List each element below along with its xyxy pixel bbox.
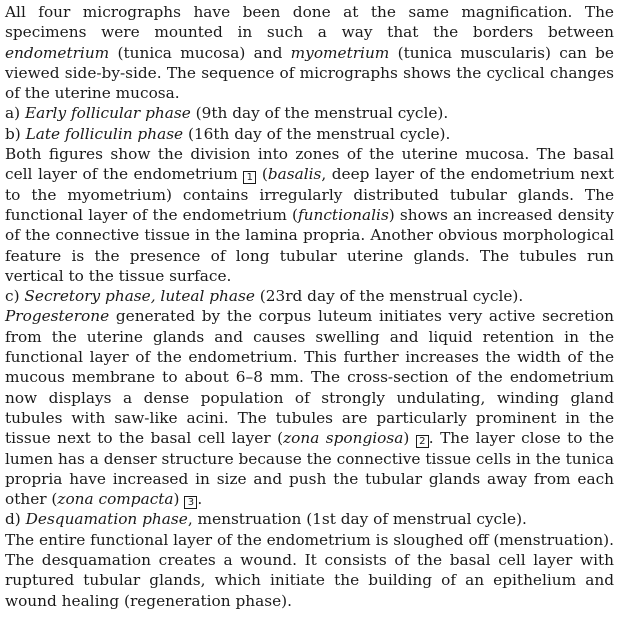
item-label: a) (5, 104, 25, 123)
phase-title: Secretory phase, luteal phase (24, 287, 255, 306)
item-b-heading (5, 124, 614, 144)
body-text: Both figures show the division into zones of the uterine mucosa. The basal cell layer of the endometrium (5, 145, 614, 184)
body-text: The entire functional layer of the endometrium is sloughed off (menstruation). The desquamation creates a wound. It consists of the basal cell layer with ruptured tubular glands, which initiate the building of an epithelium and wound healing (regeneration phase). (5, 530, 614, 610)
body-text: . (197, 490, 203, 509)
term-zona-compacta: zona compacta (57, 490, 174, 509)
desquamation-paragraph (5, 530, 614, 611)
phase-detail: (23rd day of the menstrual cycle). (254, 287, 524, 306)
phase-title: Early follicular phase (24, 104, 191, 123)
item-label: b) (5, 124, 26, 143)
body-text: ( (256, 165, 268, 184)
item-c-heading (5, 286, 614, 306)
phase-title: Late folliculin phase (25, 124, 184, 143)
secretory-paragraph (5, 306, 614, 509)
item-label: d) (5, 510, 26, 529)
intro-text: (tunica muscularis) can be viewed side-by-side. The sequence of micrographs shows the cyclical changes of the uterine mucosa. (5, 43, 614, 103)
body-text: , deep layer of the endometrium next to the myometrium) contains irregularly distributed tubular glands. The functional layer of the endometrium ( (5, 165, 614, 224)
term-basalis: basalis (267, 165, 322, 184)
body-text: ) (403, 429, 416, 448)
phase-detail: , menstruation (1st day of menstrual cycle). (187, 510, 527, 529)
item-d-heading (5, 509, 614, 529)
term-myometrium: myometrium (290, 43, 390, 62)
figure-ref-badge: 1 (243, 171, 256, 184)
figure-ref-badge: 2 (416, 435, 429, 448)
intro-text: (tunica mucosa) and (109, 43, 291, 62)
figure-ref-badge: 3 (184, 496, 197, 509)
zones-paragraph (5, 144, 614, 286)
item-a-heading (5, 103, 614, 123)
phase-detail: (9th day of the menstrual cycle). (190, 104, 449, 123)
term-zona-spongiosa: zona spongiosa (283, 429, 404, 448)
body-text: generated by the corpus luteum initiates very active secretion from the uterine glands and causes swelling and liquid retention in the functional layer of the endometrium. This further increases the width of the mucous membrane to about 6–8 mm. The cross-section of the endometrium now displays a dense population of strongly undulating, winding gland tubules with saw-like acini. The tubules are particularly prominent in the tissue next to the basal cell layer ( (5, 307, 614, 448)
body-text: ) (173, 490, 185, 509)
item-label: c) (5, 287, 25, 306)
term-endometrium: endometrium (5, 43, 110, 62)
body-text: ) shows an increased density of the connective tissue in the lamina propria. Another obvious morphological feature is the presence of long tubular uterine glands. The tubules run vertical to the tissue surface. (5, 205, 614, 285)
term-progesterone: Progesterone (5, 307, 110, 326)
term-functionalis: functionalis (298, 205, 389, 224)
intro-paragraph (5, 2, 614, 103)
body-text: . The layer close to the lumen has a denser structure because the connective tissue cells in the tunica propria have increased in size and push the tubular glands away from each other ( (5, 429, 614, 509)
intro-text: All four micrographs have been done at the same magnification. The specimens were mounted in such a way that the borders between (5, 3, 614, 42)
phase-detail: (16th day of the menstrual cycle). (183, 124, 451, 143)
phase-title: Desquamation phase (25, 510, 188, 529)
